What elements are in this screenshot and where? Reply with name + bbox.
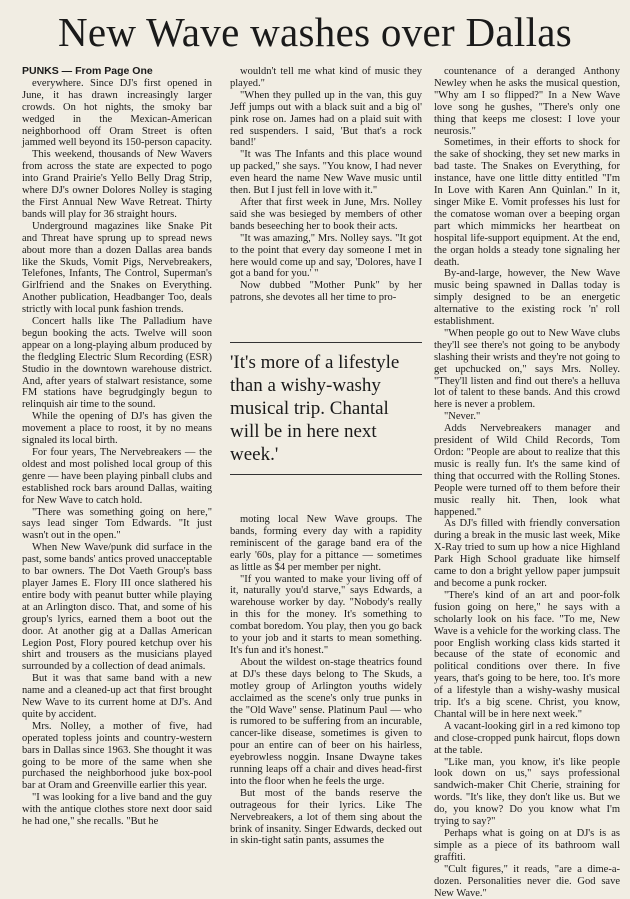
paragraph: Adds Nervebreakers manager and president of Wild Child Records, Tom Ordon: "People are about to realize that this music is really fun. It's the same kind of thing that occurred with the Rolling Stones. People were turned off to them before their music really hit. Then, look what happened." [434, 423, 620, 518]
paragraph: When New Wave/punk did surface in the past, some bands' antics proved unacceptable to bar owners. The Dot Vaeth Group's bass player James E. Flory III once slathered his entire body with peanut butter while playing at an Arlington disco. That, and some of his group's lyrics, earned them a boot out the door. At another gig at a Dallas American Legion Post, Flory poured ketchup over his shirt and trousers as the musicians played surrounded by a collection of dead animals. [22, 542, 212, 673]
paragraph: For four years, The Nervebreakers — the oldest and most polished local group of this genre — have been playing pinball clubs and established rock bars around Dallas, waiting for New Wave to catch hold. [22, 447, 212, 506]
paragraph: "I was looking for a live band and the guy with the antique clothes store next door said he had one," she recalls. "But he [22, 792, 212, 828]
paragraph: This weekend, thousands of New Wavers from across the state are expected to pogo into Grand Prairie's Yello Belly Drag Strip, where DJ's owner Dolores Nolley is staging the First Annual New Wave Retreat. Thirty bands will play for 36 straight hours. [22, 149, 212, 220]
paragraph: Mrs. Nolley, a mother of five, had operated topless joints and country-western bars in Dallas since 1963. She thought it was going to be more of the same when she purchased the neighborhood juke box-pool bar at Oram and Greenville earlier this year. [22, 720, 212, 792]
paragraph: As DJ's filled with friendly conversation during a break in the music last week, Mike X-Ray tried to sum up how a nice Highland Park High School graduate like himself came to don a bright yellow paper jumpsuit and become a punk rocker. [434, 518, 620, 589]
paragraph: By-and-large, however, the New Wave music being spawned in Dallas today is simply designed to be an energetic alternative to the existing rock 'n' roll establishment. [434, 268, 620, 328]
paragraph: Now dubbed "Mother Punk" by her patrons, she devotes all her time to pro- [230, 280, 422, 304]
paragraph: "There's kind of an art and poor-folk fusion going on here," he says with a scholarly look on his face. "To me, New Wave is a vehicle for the working class. The poor English working class kids started it because of the state of economic and political conditions over there. In five years, that's going to be here, too. It's more of a lifestyle than a wishy-washy musical trip. It's a big scene. Christ, you know, Chantal will be in here next week." [434, 589, 620, 720]
pull-quote-bottom-rule [230, 474, 422, 475]
paragraph: While the opening of DJ's has given the movement a place to roost, it by no means signaled its local birth. [22, 411, 212, 447]
paragraph: "Never." [444, 411, 481, 423]
kicker: PUNKS — From Page One [22, 65, 153, 77]
paragraph: "When they pulled up in the van, this guy Jeff jumps out with a black suit and a big ol' pink rose on. James had on a plaid suit with red suspenders. I said, 'But that's a rock band!' [230, 89, 422, 149]
paragraph: After that first week in June, Mrs. Nolley said she was besieged by members of other bands beseeching her to book their acts. [230, 196, 422, 232]
paragraph: "Cult figures," it reads, "are a dime-a-dozen. Personalities never die. God save New Wave." [434, 863, 620, 899]
paragraph: "It was amazing," Mrs. Nolley says. "It got to the point that every day someone I met in here would come up and say, 'Dolores, have I got a band for you.' " [230, 232, 422, 280]
pull-quote [230, 342, 422, 475]
column-3 [434, 66, 620, 899]
paragraph: wouldn't tell me what kind of music they played." [230, 66, 422, 89]
paragraph: "There was something going on here," says lead singer Tom Edwards. "It just wasn't out in the open." [22, 506, 212, 542]
paragraph: "If you wanted to make your living off of it, naturally you'd starve," says Edwards, a warehouse worker by day. "Nobody's really in this for the money. It's something to combat boredom. You play, then you go back to your job and it starts to mean something. It's fun and it's honest." [230, 573, 422, 656]
paragraph: countenance of a deranged Anthony Newley when he asks the musical question, "Why am I so flipped?" In a New Wave love song he gushes, "There's only one thing that keeps me closest: I love your neurosis." [434, 66, 620, 137]
paragraph: Perhaps what is going on at DJ's is as simple as a piece of its bathroom wall graffiti. [434, 828, 620, 863]
column-2 [230, 66, 422, 304]
paragraph: But most of the bands reserve the outrageous for their lyrics. Like The Nervebreakers, a lot of them sing about the brink of insanity. Singer Edwards, decked out in skin-tight satin pants, assumes the [230, 787, 422, 847]
paragraph: moting local New Wave groups. The bands, forming every day with a rapidity reminiscent of the garage band era of the early '60s, play for a pittance — sometimes as little as $4 per member per night. [230, 514, 422, 573]
paragraph: "When people go out to New Wave clubs they'll see there's not going to be anybody slashing their wrists and they're not going to get upchucked on," says Mrs. Nolley. "They'll listen and find out there's a helluva lot of talent to these bands. And this crowd here is never a problem. [434, 327, 620, 411]
column-1 [22, 66, 212, 828]
paragraph: Concert halls like The Palladium have begun booking the acts. Twelve will soon appear on a long-playing album produced by the fledgling Electric Slum Recording (ESR) Studio in the downtown warehouse district. And, after years of stalwart resistance, some FM stations have begrudgingly begun to relinquish air time to the sound. [22, 316, 212, 411]
paragraph: About the wildest on-stage theatrics found at DJ's these days belong to The Skuds, a motley group of Arlington youths widely acclaimed as the scene's only true punks in the "Old Wave" sense. Platinum Paul — who is rumored to be suffering from an incurable, cancer-like disease, sometimes is given to pour an entire can of beer on his hairless, eyebrowless noggin. Insane Dwayne takes running leaps off a chair and dives head-first into the floor when he feels the urge. [230, 656, 422, 787]
paragraph: Underground magazines like Snake Pit and Threat have sprung up to spread news about more than a dozen Dallas area bands like the Skuds, Vomit Pigs, Nervebreakers, Telefones, Infants, The Control, Superman's Girlfriend and the Snakes on Everything. Another publication, Headbanger Too, deals strictly with local punk fashion trends. [22, 220, 212, 316]
paragraph: Sometimes, in their efforts to shock for the sake of shocking, they set new marks in bad taste. The Snakes on Everything, for instance, have one little ditty entitled "I'm In Love with Karen Ann Quinlan." In it, singer Mike E. Vomit professes his lust for the comatose woman over a beeping organ part which mimmicks her heartbeat on hospital life-support equipment. At the end, the organ holds a steady tone signaling her death. [434, 137, 620, 268]
column-2-lower [230, 514, 422, 847]
paragraph: A vacant-looking girl in a red kimono top and close-cropped punk haircut, flops down at the table. [434, 720, 620, 756]
paragraph: "Like man, you know, it's like people look down on us," says professional sandwich-maker Chit Cherie, straining for words. "It's like, they don't like us. But we do, you know? Do you know what I'm trying to say?" [434, 756, 620, 828]
paragraph: everywhere. Since DJ's first opened in June, it has drawn increasingly larger crowds. On hot nights, the smoky bar wedged in the Mexican-American neighborhood off Oram Street is often jammed well beyond its 150-person capacity. [22, 77, 213, 149]
headline: New Wave washes over Dallas [57, 9, 573, 55]
pull-quote-text: 'It's more of a lifestyle than a wishy-washy musical trip. Chantal will be in here next week.' [230, 352, 400, 465]
paragraph: "It was The Infants and this place wound up packed," she says. "You know, I had never even heard the name New Wave music until then. But I just fell in love with it." [230, 149, 422, 197]
paragraph: But it was that same band with a new name and a cleaned-up act that first brought New Wave to its current home at DJ's. And quite by accident. [22, 673, 212, 720]
